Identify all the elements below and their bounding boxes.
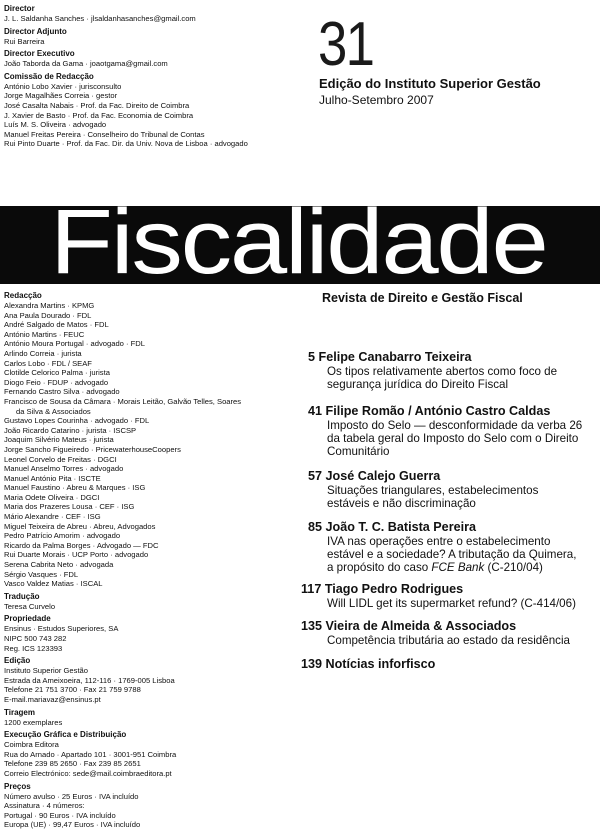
staff-line: Correio Electrónico: sede@mail.coimbraeditora.pt <box>4 768 172 778</box>
staff-heading: Comissão de Redacção <box>4 71 94 81</box>
staff-heading: Execução Gráfica e Distribuição <box>4 730 127 740</box>
staff-line: 1200 exemplares <box>4 717 63 727</box>
toc-author: Filipe Romão / António Castro Caldas <box>322 404 551 418</box>
staff-bottom <box>4 291 304 830</box>
issue-number: 31 <box>318 10 374 79</box>
toc-item[interactable] <box>301 582 591 610</box>
staff-line: Fernando Castro Silva · advogado <box>4 387 120 397</box>
staff-line: Alexandra Martins · KPMG <box>4 301 95 310</box>
toc-page-number: 139 <box>301 657 323 671</box>
masthead-subtitle: Revista de Direito e Gestão Fiscal <box>322 291 523 305</box>
staff-line: da Silva & Associados <box>16 406 91 416</box>
toc-item[interactable] <box>301 657 591 672</box>
staff-line: Europa (UE) · 99,47 Euros · IVA incluído <box>4 820 141 830</box>
toc-title-line: estável e a sociedade? A tributação da Quimera, <box>327 548 577 561</box>
staff-line: Pedro Patrício Amorim · advogado <box>4 531 121 541</box>
staff-line: Estrada da Ameixoeira, 112-116 · 1769-005 Lisboa <box>4 675 175 685</box>
staff-line: J. Xavier de Basto · Prof. da Fac. Economia de Coimbra <box>4 110 194 120</box>
toc-title-line: Comunitário <box>327 445 390 458</box>
staff-line: Miguel Teixeira de Abreu · Abreu, Advogados <box>4 521 156 531</box>
toc-item[interactable] <box>308 404 598 458</box>
staff-line: João Taborda da Gama · joaotgama@gmail.com <box>4 59 168 69</box>
staff-line: Mário Alexandre · CEF · ISG <box>4 512 101 522</box>
staff-line: António Lobo Xavier · jurisconsulto <box>4 81 122 91</box>
staff-line: Teresa Curvelo <box>4 601 56 611</box>
toc-page-number: 85 <box>308 520 323 534</box>
staff-line: Francisco de Sousa da Câmara · Morais Leitão, Galvão Telles, Soares <box>4 396 242 406</box>
staff-line: Luís M. S. Oliveira · advogado <box>4 120 107 130</box>
staff-line: Ana Paula Dourado · FDL <box>4 310 92 320</box>
staff-heading: Director Executivo <box>4 49 75 59</box>
masthead-title: Fiscalidade <box>50 206 547 284</box>
staff-line: António Martins · FEUC <box>4 329 85 339</box>
toc-page-number: 117 <box>301 582 322 596</box>
toc-title-line: da tabela geral do Imposto do Selo com o Direito <box>327 432 579 445</box>
staff-line: Maria dos Prazeres Lousa · CEF · ISG <box>4 502 135 512</box>
toc-case-number: (C-210/04) <box>484 561 543 574</box>
staff-line: Maria Odete Oliveira · DGCI <box>4 492 100 502</box>
staff-line: E-mail.mariavaz@ensinus.pt <box>4 694 101 704</box>
staff-heading: Preços <box>4 781 31 791</box>
staff-heading: Director Adjunto <box>4 26 67 36</box>
staff-line: Diogo Feio · FDUP · advogado <box>4 377 109 387</box>
toc-author: João T. C. Batista Pereira <box>322 520 476 534</box>
staff-line: Instituto Superior Gestão <box>4 666 88 676</box>
toc-author: José Calejo Guerra <box>322 469 441 483</box>
staff-line: Telefone 21 751 3700 · Fax 21 759 9788 <box>4 685 141 695</box>
toc-item[interactable] <box>308 469 598 510</box>
staff-top <box>4 4 304 149</box>
staff-line: Joaquim Silvério Mateus · jurista <box>4 435 114 445</box>
toc-title-line <box>308 561 598 574</box>
edition-title: Edição do Instituto Superior Gestão <box>319 76 541 91</box>
staff-line: Ricardo da Palma Borges · Advogado — FDC <box>4 540 159 550</box>
staff-line: José Casalta Nabais · Prof. da Fac. Direito de Coimbra <box>4 100 190 110</box>
toc-page-number: 41 <box>308 404 323 418</box>
staff-line: Arlindo Correia · jurista <box>4 348 82 358</box>
toc-author: Tiago Pedro Rodrigues <box>321 582 464 596</box>
staff-line: Serena Cabrita Neto · advogada <box>4 560 114 570</box>
staff-line: Ensinus · Estudos Superiores, SA <box>4 624 119 634</box>
staff-heading: Tradução <box>4 591 40 601</box>
toc-title-line: Will LIDL get its supermarket refund? (C-414/06) <box>327 597 576 610</box>
staff-line: Rui Pinto Duarte · Prof. da Fac. Dir. da Univ. Nova de Lisboa · advogado <box>4 139 248 149</box>
staff-heading: Redacção <box>4 291 42 300</box>
staff-line: NIPC 500 743 282 <box>4 634 67 643</box>
staff-line: Manuel Freitas Pereira · Conselheiro do Tribunal de Contas <box>4 129 205 139</box>
toc-title-text: a propósito do caso <box>327 561 432 574</box>
staff-line: Rui Duarte Morais · UCP Porto · advogado <box>4 550 149 560</box>
staff-line: Sérgio Vasques · FDL <box>4 569 79 579</box>
toc-title-line: Os tipos relativamente abertos como foco de <box>327 365 558 378</box>
toc-author: Felipe Canabarro Teixeira <box>315 350 472 364</box>
staff-line: Rui Barreira <box>4 36 45 46</box>
staff-line: Manuel Anselmo Torres · advogado <box>4 464 124 474</box>
edition-date: Julho-Setembro 2007 <box>319 93 434 107</box>
staff-line: Manuel Faustino · Abreu & Marques · ISG <box>4 483 146 493</box>
toc-author: Vieira de Almeida & Associados <box>322 619 517 633</box>
staff-heading: Edição <box>4 656 31 666</box>
staff-line: Coimbra Editora <box>4 740 59 750</box>
staff-line: Leonel Corvelo de Freitas · DGCI <box>4 454 117 464</box>
staff-heading: Tiragem <box>4 707 35 717</box>
toc-title-line: Competência tributária ao estado da residência <box>327 634 570 647</box>
toc-title-line: IVA nas operações entre o estabelecimento <box>327 535 551 548</box>
toc-case-name: FCE Bank <box>431 561 485 574</box>
staff-line: Portugal · 90 Euros · IVA incluído <box>4 810 116 820</box>
staff-line: Gustavo Lopes Courinha · advogado · FDL <box>4 416 150 426</box>
toc-title-line: Situações triangulares, estabelecimentos <box>327 484 539 497</box>
staff-line: Manuel António Pita · ISCTE <box>4 473 101 483</box>
staff-line: Jorge Magalhães Correia · gestor <box>4 91 118 101</box>
staff-line: Rua do Arnado · Apartado 101 · 3001-951 Coimbra <box>4 749 177 759</box>
staff-heading: Director <box>4 4 35 13</box>
staff-line: Reg. ICS 123393 <box>4 643 63 653</box>
masthead-bar <box>0 206 600 284</box>
toc-item[interactable] <box>308 350 598 391</box>
staff-heading: Propriedade <box>4 614 51 624</box>
staff-line: Jorge Sancho Figueiredo · PricewaterhouseCoopers <box>4 444 181 454</box>
toc-item[interactable] <box>301 619 591 647</box>
staff-line: Vasco Valdez Matias · ISCAL <box>4 579 103 589</box>
staff-line: Número avulso · 25 Euros · IVA incluído <box>4 791 139 801</box>
toc-page-number: 57 <box>308 469 323 483</box>
staff-line: Clotilde Celorico Palma · jurista <box>4 368 110 378</box>
toc-title-line: Imposto do Selo — desconformidade da verba 26 <box>327 419 583 432</box>
staff-line: António Moura Portugal · advogado · FDL <box>4 339 145 349</box>
toc-item[interactable] <box>308 520 598 574</box>
toc-page-number: 135 <box>301 619 323 633</box>
toc-author: Notícias inforfisco <box>322 657 436 671</box>
staff-line: Telefone 239 85 2650 · Fax 239 85 2651 <box>4 759 141 769</box>
toc-page-number: 5 <box>308 350 316 364</box>
staff-line: J. L. Saldanha Sanches · jlsaldanhasanches@gmail.com <box>4 14 196 23</box>
staff-line: André Salgado de Matos · FDL <box>4 320 109 330</box>
toc-title-line: segurança jurídica do Direito Fiscal <box>327 378 509 391</box>
toc-title-line: estáveis e não discriminação <box>327 497 476 510</box>
staff-line: João Ricardo Catarino · jurista · ISCSP <box>4 425 137 435</box>
staff-line: Carlos Lobo · FDL / SEAF <box>4 358 92 368</box>
staff-line: Assinatura · 4 números: <box>4 801 85 811</box>
